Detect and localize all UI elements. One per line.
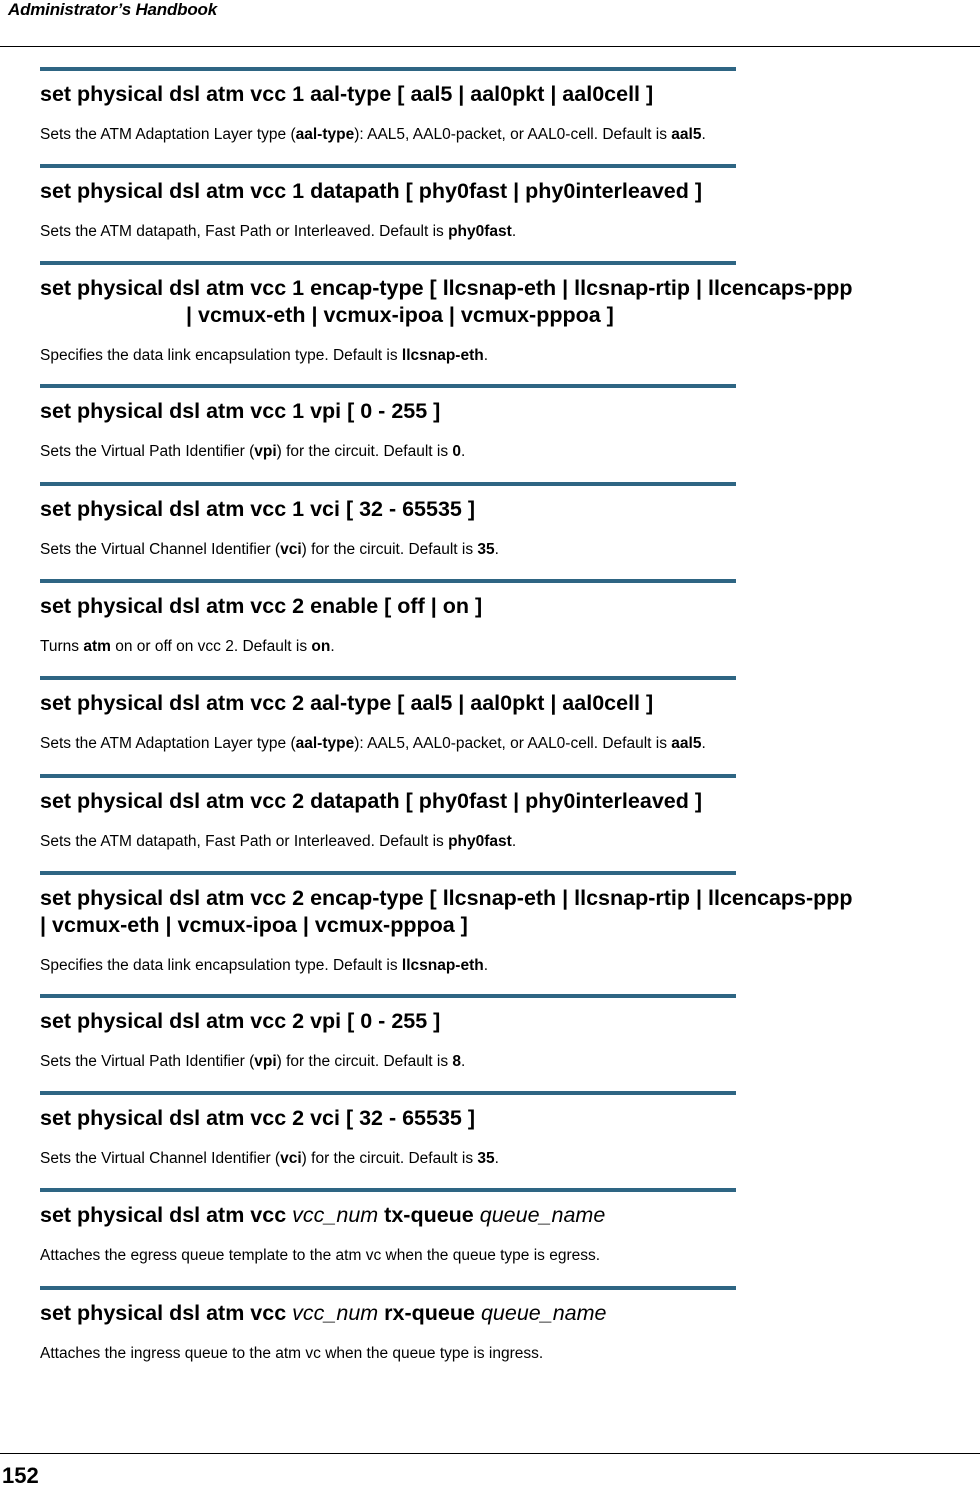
heading-variable: vcc_num — [292, 1301, 379, 1325]
desc-text: . — [701, 735, 706, 752]
desc-keyword: atm — [83, 638, 111, 655]
desc-default-value: llcsnap-eth — [401, 347, 484, 364]
section-rule — [40, 871, 736, 875]
desc-text: . — [511, 223, 517, 240]
desc-text: ) for the circuit. Default is — [276, 1053, 453, 1070]
desc-default-value: aal5 — [671, 735, 702, 752]
command-description — [40, 125, 975, 144]
heading-text: set physical dsl atm vcc — [40, 1203, 293, 1227]
desc-text: Sets the Virtual Channel Identifier ( — [40, 1150, 281, 1167]
command-heading-line: | vcmux-eth | vcmux-ipoa | vcmux-pppoa ] — [40, 913, 468, 937]
desc-text: . — [511, 833, 517, 850]
desc-text: Sets the Virtual Channel Identifier ( — [40, 541, 281, 558]
command-description — [40, 540, 975, 559]
heading-variable: queue_name — [480, 1301, 607, 1325]
desc-default-value: aal5 — [671, 126, 702, 143]
desc-text: . — [461, 1053, 466, 1070]
section-rule — [40, 676, 736, 680]
desc-keyword: vci — [280, 541, 302, 558]
footer-rule — [0, 1453, 980, 1454]
command-description — [40, 442, 975, 461]
command-description — [40, 637, 975, 656]
command-description — [40, 346, 975, 365]
desc-text: Attaches the egress queue template to the atm vc when the queue type is egress. — [40, 1247, 601, 1264]
heading-text: tx-queue — [378, 1203, 480, 1227]
desc-keyword: aal-type — [295, 735, 355, 752]
section-rule — [40, 1091, 736, 1095]
section-rule — [40, 1286, 736, 1290]
desc-default-value: phy0fast — [448, 223, 512, 240]
command-heading: set physical dsl atm vcc 2 vpi [ 0 - 255 ] — [40, 1009, 441, 1033]
command-entry — [40, 1091, 975, 1168]
desc-default-value: on — [311, 638, 331, 655]
section-rule — [40, 164, 736, 168]
desc-text: . — [701, 126, 706, 143]
desc-default-value: phy0fast — [448, 833, 512, 850]
command-description — [40, 734, 975, 753]
desc-text: Specifies the data link encapsulation type. Default is — [40, 347, 402, 364]
command-heading: set physical dsl atm vcc 2 datapath [ phy0fast | phy0interleaved ] — [40, 789, 702, 813]
command-entry — [40, 164, 975, 241]
section-rule — [40, 1188, 736, 1192]
command-entry — [40, 67, 975, 144]
desc-text: Sets the Virtual Path Identifier ( — [40, 1053, 255, 1070]
page-number: 152 — [2, 1463, 39, 1488]
desc-default-value: 35 — [477, 541, 495, 558]
command-description — [40, 832, 975, 851]
command-heading: set physical dsl atm vcc 1 vpi [ 0 - 255 ] — [40, 399, 441, 423]
command-entry — [40, 994, 975, 1071]
desc-default-value: llcsnap-eth — [401, 957, 484, 974]
running-header-title: Administrator’s Handbook — [8, 0, 217, 19]
command-heading: set physical dsl atm vcc 1 aal-type [ aal5 | aal0pkt | aal0cell ] — [40, 82, 654, 106]
desc-keyword: vpi — [254, 1053, 277, 1070]
desc-text: . — [483, 347, 489, 364]
desc-text: . — [461, 443, 466, 460]
desc-text: . — [330, 638, 335, 655]
heading-variable: queue_name — [479, 1203, 606, 1227]
section-rule — [40, 994, 736, 998]
command-description — [40, 1052, 975, 1071]
command-heading: set physical dsl atm vcc 2 vci [ 32 - 65535 ] — [40, 1106, 476, 1130]
command-entry — [40, 384, 975, 461]
desc-default-value: 8 — [452, 1053, 462, 1070]
section-rule — [40, 482, 736, 486]
header-rule — [0, 46, 980, 47]
desc-text: Attaches the ingress queue to the atm vc when the queue type is ingress. — [40, 1345, 544, 1362]
command-entry — [40, 774, 975, 851]
heading-variable: vcc_num — [292, 1203, 379, 1227]
desc-text: . — [494, 1150, 499, 1167]
command-heading: set physical dsl atm vcc 1 datapath [ phy0fast | phy0interleaved ] — [40, 179, 702, 203]
command-heading-line: | vcmux-eth | vcmux-ipoa | vcmux-pppoa ] — [186, 303, 614, 327]
desc-text: Sets the ATM Adaptation Layer type ( — [40, 126, 296, 143]
desc-text: ): AAL5, AAL0-packet, or AAL0-cell. Default is — [354, 126, 672, 143]
desc-text: ) for the circuit. Default is — [276, 443, 453, 460]
command-heading — [40, 885, 975, 939]
command-entry — [40, 871, 975, 975]
command-heading: set physical dsl atm vcc 2 enable [ off | on ] — [40, 594, 483, 618]
desc-keyword: aal-type — [295, 126, 355, 143]
desc-keyword: vci — [280, 1150, 302, 1167]
section-rule — [40, 384, 736, 388]
command-description — [40, 956, 975, 975]
command-heading-line: set physical dsl atm vcc 1 encap-type [ llcsnap-eth | llcsnap-rtip | llcencaps-ppp — [40, 276, 853, 300]
desc-text: ) for the circuit. Default is — [301, 541, 478, 558]
desc-default-value: 35 — [477, 1150, 495, 1167]
command-entry — [40, 1286, 975, 1363]
command-heading: set physical dsl atm vcc 2 aal-type [ aal5 | aal0pkt | aal0cell ] — [40, 691, 654, 715]
command-description — [40, 1149, 975, 1168]
desc-text: . — [494, 541, 499, 558]
desc-default-value: 0 — [452, 443, 462, 460]
command-heading — [40, 275, 975, 329]
command-entry — [40, 676, 975, 753]
desc-text: on or off on vcc 2. Default is — [110, 638, 312, 655]
section-rule — [40, 579, 736, 583]
desc-text: Sets the ATM datapath, Fast Path or Interleaved. Default is — [40, 833, 449, 850]
desc-text: ): AAL5, AAL0-packet, or AAL0-cell. Default is — [354, 735, 672, 752]
command-entry — [40, 1188, 975, 1265]
desc-text: Turns — [40, 638, 84, 655]
section-rule — [40, 67, 736, 71]
command-heading: set physical dsl atm vcc 1 vci [ 32 - 65535 ] — [40, 497, 476, 521]
command-heading-line: set physical dsl atm vcc 2 encap-type [ llcsnap-eth | llcsnap-rtip | llcencaps-ppp — [40, 886, 853, 910]
desc-text: Specifies the data link encapsulation type. Default is — [40, 957, 402, 974]
command-heading — [40, 1202, 975, 1229]
command-entry — [40, 261, 975, 365]
command-entry — [40, 482, 975, 559]
desc-text: ) for the circuit. Default is — [301, 1150, 478, 1167]
command-entry — [40, 579, 975, 656]
heading-text: rx-queue — [378, 1301, 481, 1325]
desc-text: Sets the ATM Adaptation Layer type ( — [40, 735, 296, 752]
command-heading — [40, 1300, 975, 1327]
command-description — [40, 222, 975, 241]
heading-text: set physical dsl atm vcc — [40, 1301, 293, 1325]
section-rule — [40, 261, 736, 265]
command-description — [40, 1344, 975, 1363]
section-rule — [40, 774, 736, 778]
desc-text: Sets the Virtual Path Identifier ( — [40, 443, 255, 460]
desc-keyword: vpi — [254, 443, 277, 460]
desc-text: . — [483, 957, 489, 974]
command-description — [40, 1246, 975, 1265]
desc-text: Sets the ATM datapath, Fast Path or Interleaved. Default is — [40, 223, 449, 240]
